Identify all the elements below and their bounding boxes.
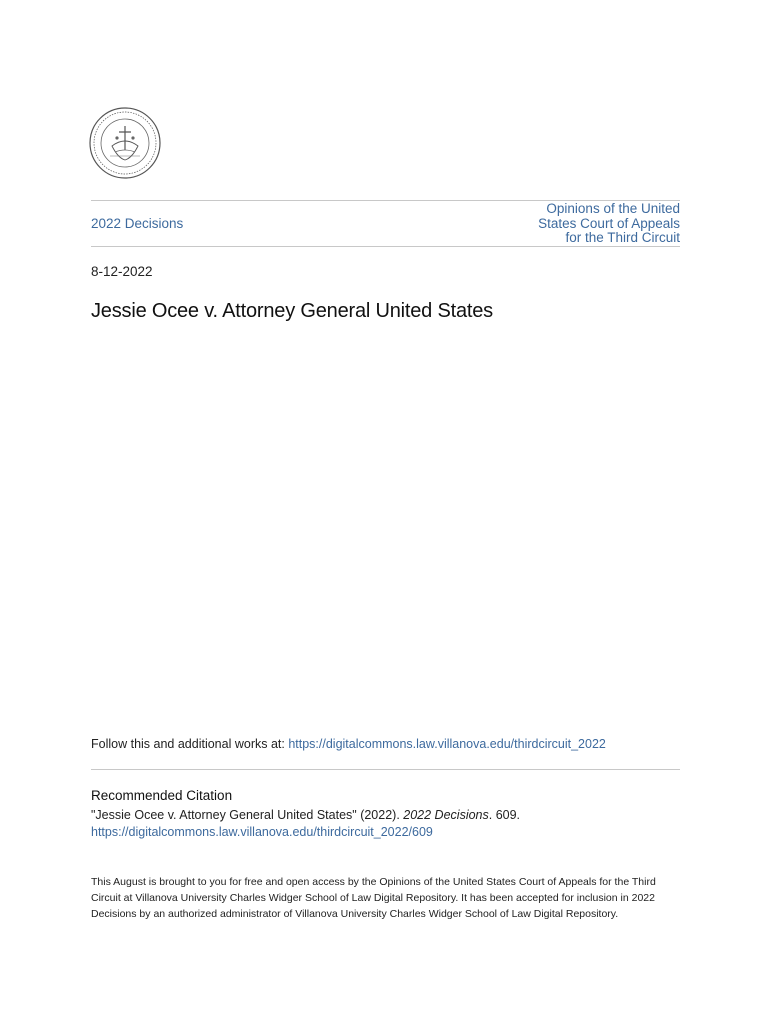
series-link-line-1: Opinions of the United [546,201,680,216]
publication-date: 8-12-2022 [91,264,153,279]
series-link[interactable] [460,202,680,246]
series-link-line-2: States Court of Appeals [538,215,680,231]
follow-line [91,737,606,751]
citation-number: . 609. [488,808,521,822]
collection-link[interactable]: 2022 Decisions [91,216,184,231]
series-link-line-3: for the Third Circuit [565,230,680,245]
citation-collection: 2022 Decisions [403,808,489,822]
access-notice: This August is brought to you for free and open access by the Opinions of the United States Court of Appeals for the Third Circuit at Villanova University Charles Widger School of Law Digital Repository. It has been accepted for inclusion in 2022 Decisions by an authorized administrator of Villanova University Charles Widger School of Law Digital Repository. [91,876,656,920]
citation-url-link[interactable]: https://digitalcommons.law.villanova.edu/thirdcircuit_2022/609 [91,825,433,839]
citation-text-start: "Jessie Ocee v. Attorney General United States" (2022). [91,808,404,822]
citation-divider [91,769,680,770]
citation-text [91,807,691,841]
follow-prefix: Follow this and additional works at: [91,737,289,751]
header-bottom-divider [91,246,680,247]
university-seal-logo [88,106,162,180]
follow-url-link[interactable]: https://digitalcommons.law.villanova.edu/thirdcircuit_2022 [288,737,606,751]
recommended-citation-heading: Recommended Citation [91,788,233,803]
document-title: Jessie Ocee v. Attorney General United States [91,300,493,322]
